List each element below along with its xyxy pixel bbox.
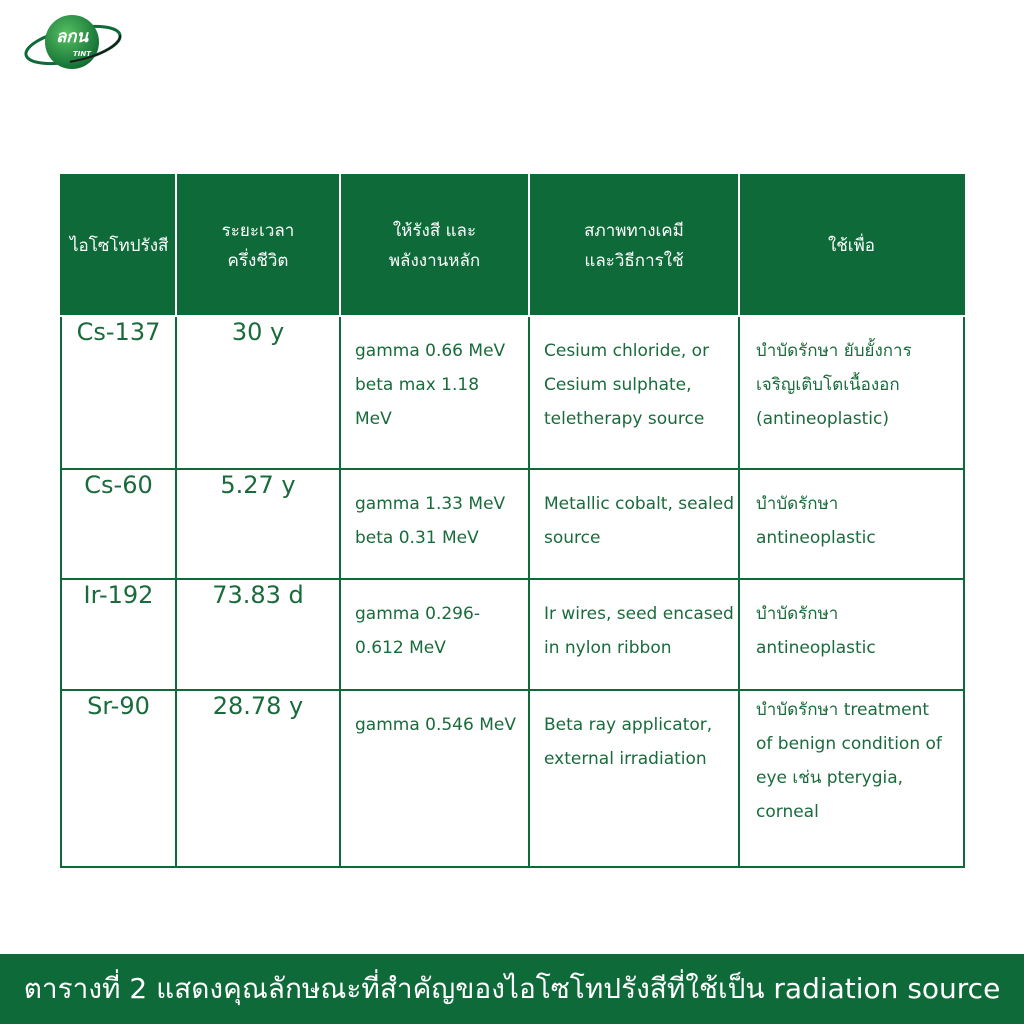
header-row bbox=[61, 175, 964, 316]
cell-line: gamma 1.33 MeV bbox=[355, 494, 506, 515]
cell-line: (antineoplastic) bbox=[756, 409, 890, 429]
radiation-cell bbox=[340, 316, 529, 469]
cell-line: gamma 0.546 MeV bbox=[355, 714, 516, 735]
cell-line: บำบัดรักษา ยับยั้งการ bbox=[756, 341, 912, 361]
header-half-life bbox=[176, 175, 340, 316]
radiation-cell bbox=[340, 469, 529, 579]
header-line: ระยะเวลา bbox=[221, 220, 295, 241]
header-line: สภาพทางเคมี bbox=[584, 220, 684, 241]
header-line: ให้รังสี และ bbox=[392, 220, 477, 241]
cell-line: MeV bbox=[355, 409, 392, 429]
radiation-cell bbox=[340, 690, 529, 867]
use-cell bbox=[739, 469, 964, 579]
chemical-cell bbox=[529, 469, 739, 579]
cell-line: beta 0.31 MeV bbox=[355, 528, 479, 549]
cell-line: corneal bbox=[756, 801, 819, 822]
cell-line: gamma 0.296- bbox=[355, 604, 480, 625]
tint-logo bbox=[20, 12, 124, 76]
half-life-cell: 5.27 y bbox=[176, 469, 340, 579]
header-line: ไอโซโทปรังสี bbox=[70, 235, 169, 256]
isotope-cell: Cs-137 bbox=[61, 316, 176, 469]
logo-emblem bbox=[20, 12, 124, 76]
cell-line: Metallic cobalt, sealed bbox=[544, 494, 734, 515]
cell-line: 0.612 MeV bbox=[355, 638, 446, 659]
half-life-cell: 28.78 y bbox=[176, 690, 340, 867]
table-row bbox=[61, 579, 964, 689]
use-cell bbox=[739, 316, 964, 469]
isotope-cell: Ir-192 bbox=[61, 579, 176, 689]
cell-line: Beta ray applicator, bbox=[544, 714, 713, 735]
table-caption: ตารางที่ 2 แสดงคุณลักษณะที่สำคัญของไอโซโทปรังสีที่ใช้เป็น radiation source bbox=[0, 954, 1024, 1024]
use-cell bbox=[739, 690, 964, 867]
header-line: และวิธีการใช้ bbox=[584, 250, 684, 271]
table-row bbox=[61, 469, 964, 579]
cell-line: เจริญเติบโตเนื้องอก bbox=[756, 375, 900, 395]
header-line: ครึ่งชีวิต bbox=[227, 250, 289, 271]
cell-line: eye เช่น pterygia, bbox=[756, 767, 904, 788]
chemical-cell bbox=[529, 316, 739, 469]
cell-line: source bbox=[544, 528, 601, 549]
cell-line: beta max 1.18 bbox=[355, 375, 480, 395]
cell-line: Cesium chloride, or bbox=[544, 341, 710, 361]
cell-line: บำบัดรักษา bbox=[756, 494, 839, 515]
cell-line: external irradiation bbox=[544, 748, 707, 769]
chemical-cell bbox=[529, 579, 739, 689]
table-row bbox=[61, 316, 964, 469]
cell-line: teletherapy source bbox=[544, 409, 705, 429]
isotope-cell: Sr-90 bbox=[61, 690, 176, 867]
use-cell bbox=[739, 579, 964, 689]
cell-line: Cesium sulphate, bbox=[544, 375, 692, 395]
header-radiation bbox=[340, 175, 529, 316]
logo-subtext: TINT bbox=[72, 50, 92, 58]
isotope-table bbox=[60, 174, 965, 868]
cell-line: gamma 0.66 MeV bbox=[355, 341, 506, 361]
header-use bbox=[739, 175, 964, 316]
header-line: พลังงานหลัก bbox=[388, 250, 481, 271]
cell-line: of benign condition of bbox=[756, 733, 942, 754]
logo-text: ลกน bbox=[55, 27, 89, 47]
radiation-cell bbox=[340, 579, 529, 689]
cell-line: บำบัดรักษา treatment bbox=[756, 699, 930, 720]
chemical-cell bbox=[529, 690, 739, 867]
cell-line: antineoplastic bbox=[756, 638, 876, 659]
cell-line: บำบัดรักษา bbox=[756, 604, 839, 625]
header-isotope bbox=[61, 175, 176, 316]
table-row bbox=[61, 690, 964, 867]
cell-line: in nylon ribbon bbox=[544, 638, 672, 659]
cell-line: antineoplastic bbox=[756, 528, 876, 549]
isotope-cell: Cs-60 bbox=[61, 469, 176, 579]
half-life-cell: 73.83 d bbox=[176, 579, 340, 689]
half-life-cell: 30 y bbox=[176, 316, 340, 469]
header-chemical-form bbox=[529, 175, 739, 316]
cell-line: Ir wires, seed encased bbox=[544, 604, 734, 625]
header-line: ใช้เพื่อ bbox=[827, 235, 876, 256]
